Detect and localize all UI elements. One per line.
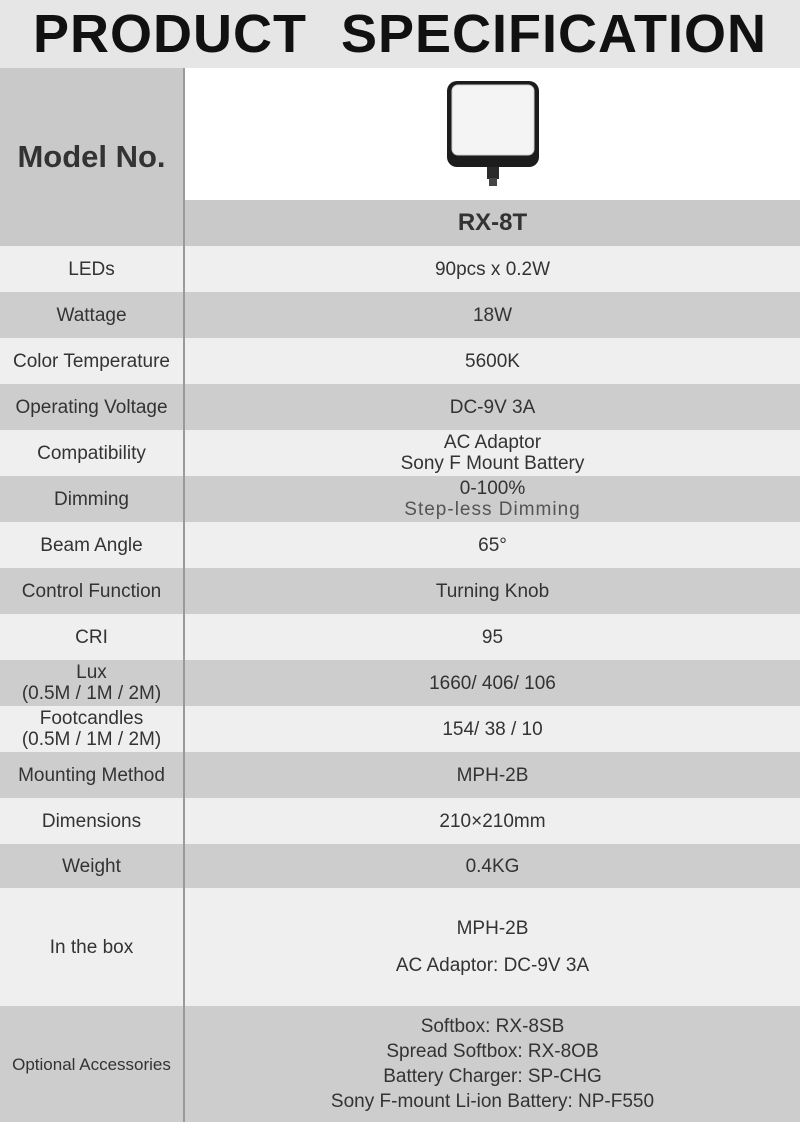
row-dimensions bbox=[0, 798, 800, 844]
row-value bbox=[185, 476, 800, 522]
row-value: 95 bbox=[481, 626, 504, 648]
row-beam-angle bbox=[0, 522, 800, 568]
model-value: RX-8T bbox=[185, 200, 800, 246]
row-value: 90pcs x 0.2W bbox=[434, 258, 551, 280]
row-label: Weight bbox=[62, 855, 121, 877]
row-value bbox=[185, 430, 800, 476]
row-weight bbox=[0, 844, 800, 888]
value-line: Battery Charger: SP-CHG bbox=[383, 1066, 602, 1087]
row-label: Wattage bbox=[56, 304, 127, 326]
value-line: Softbox: RX-8SB bbox=[420, 1016, 565, 1037]
title-bar bbox=[0, 0, 800, 68]
row-value: Turning Knob bbox=[435, 580, 550, 602]
row-label bbox=[0, 706, 183, 752]
row-operating-voltage bbox=[0, 384, 800, 430]
value-line: AC Adaptor bbox=[443, 432, 542, 453]
row-label: LEDs bbox=[68, 258, 115, 280]
row-value: 5600K bbox=[465, 350, 520, 372]
row-value: 0.4KG bbox=[465, 855, 520, 877]
row-wattage bbox=[0, 292, 800, 338]
row-value: MPH-2B bbox=[456, 764, 529, 786]
value-line: Sony F-mount Li-ion Battery: NP-F550 bbox=[330, 1091, 655, 1112]
row-label: Mounting Method bbox=[18, 764, 165, 786]
label-line: (0.5M / 1M / 2M) bbox=[21, 683, 162, 704]
row-dimming bbox=[0, 476, 800, 522]
row-control-function bbox=[0, 568, 800, 614]
product-image-cell bbox=[185, 68, 800, 200]
label-line: Lux bbox=[76, 662, 107, 683]
value-line: MPH-2B bbox=[456, 918, 529, 939]
row-label: Beam Angle bbox=[40, 534, 143, 556]
row-leds bbox=[0, 246, 800, 292]
row-value: 1660/ 406/ 106 bbox=[429, 672, 556, 694]
value-line: Sony F Mount Battery bbox=[400, 453, 585, 474]
led-panel-image bbox=[443, 79, 543, 189]
row-value bbox=[185, 888, 800, 1006]
row-label: Color Temperature bbox=[12, 350, 170, 372]
row-value: 65° bbox=[478, 534, 507, 556]
row-cri bbox=[0, 614, 800, 660]
value-line: Spread Softbox: RX-8OB bbox=[386, 1041, 599, 1062]
value-line: 0-100% bbox=[459, 478, 526, 499]
row-compatibility bbox=[0, 430, 800, 476]
row-label: CRI bbox=[75, 626, 108, 648]
model-label: Model No. bbox=[0, 68, 183, 246]
row-value: DC-9V 3A bbox=[449, 396, 536, 418]
row-label bbox=[0, 660, 183, 706]
column-divider bbox=[183, 68, 185, 1122]
value-line: Step-less Dimming bbox=[404, 499, 581, 520]
row-value: 154/ 38 / 10 bbox=[442, 718, 543, 740]
row-value: 18W bbox=[472, 304, 513, 326]
row-footcandles bbox=[0, 706, 800, 752]
row-lux bbox=[0, 660, 800, 706]
row-label: Control Function bbox=[21, 580, 162, 602]
label-line: (0.5M / 1M / 2M) bbox=[21, 729, 162, 750]
row-label: Compatibility bbox=[37, 442, 146, 464]
row-value bbox=[185, 1006, 800, 1122]
page-title: PRODUCT SPECIFICATION bbox=[32, 4, 767, 64]
label-line: Footcandles bbox=[39, 708, 144, 729]
row-value: 210×210mm bbox=[439, 810, 546, 832]
row-label: Optional Accessories bbox=[12, 1054, 171, 1074]
row-label: Dimensions bbox=[41, 810, 142, 832]
row-label: Dimming bbox=[54, 488, 129, 510]
row-optional-accessories bbox=[0, 1006, 800, 1122]
row-in-the-box bbox=[0, 888, 800, 1006]
value-line: AC Adaptor: DC-9V 3A bbox=[395, 955, 590, 976]
row-label: Operating Voltage bbox=[15, 396, 168, 418]
row-color-temperature bbox=[0, 338, 800, 384]
row-label: In the box bbox=[49, 936, 134, 958]
row-mounting-method bbox=[0, 752, 800, 798]
